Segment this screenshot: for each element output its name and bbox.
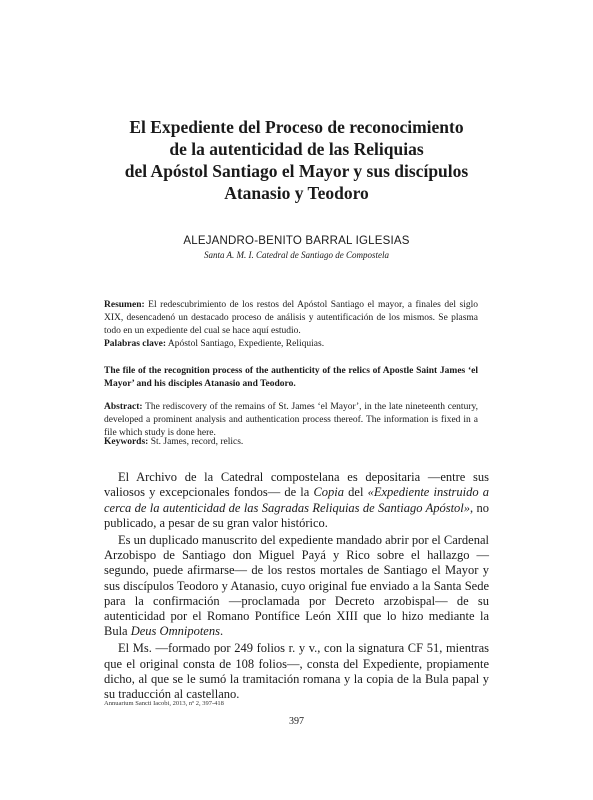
text-run: Es un duplicado manuscrito del expediente mandado abrir por el Cardenal Arzobispo de Santiago don Miguel Payá y Rico sobre el hallazgo —segundo, puede afirmarse— de los restos mortales de Santiago el Mayor y sus discípulos Teodoro y Atanasio, cuyo original fue enviado a la Santa Sede para la confirmación —proclamada por Decreto arzobispal— de su autenticidad por el Romano Pontífice León XIII que lo hizo mediante la Bula — [104, 532, 489, 639]
english-title: The file of the recognition process of the authenticity of the relics of Apostle Saint James ‘el Mayor’ and his disciples Atanasio and Teodoro. — [104, 366, 478, 389]
abstract-label: Resumen: — [104, 300, 145, 310]
abstract-text: The rediscovery of the remains of St. James ‘el Mayor’, in the late nineteenth century, developed a prominent analysis and authentication process thereof. The information is fixed in a file which study is done here. — [104, 402, 478, 438]
journal-citation: Annuarium Sancti Iacobi, 2013, nº 2, 397-418 — [104, 700, 224, 707]
text-run: del — [344, 485, 368, 500]
keywords-spanish — [104, 338, 478, 351]
italic-run: Copia — [313, 485, 345, 500]
text-run: , no publicado, a pesar de su gran valor histórico. — [104, 500, 489, 530]
keywords-text: Apóstol Santiago, Expediente, Reliquias. — [166, 339, 325, 349]
article-title — [90, 116, 503, 204]
title-line: Atanasio y Teodoro — [224, 183, 369, 203]
title-line: de la autenticidad de las Reliquias — [169, 139, 424, 159]
abstract-spanish — [104, 299, 478, 338]
title-line: El Expediente del Proceso de reconocimiento — [129, 117, 464, 137]
text-run: El Archivo de la Catedral compostelana es depositaria —entre sus valiosos y excepcionales fondos— de la — [104, 470, 489, 500]
title-line: del Apóstol Santiago el Mayor y sus discípulos — [124, 161, 469, 181]
abstract-english — [104, 401, 478, 440]
body-paragraph — [104, 470, 489, 531]
keywords-label: Palabras clave: — [104, 339, 167, 349]
body-paragraph: El Ms. —formado por 249 folios r. y v., con la signatura CF 51, mientras que el original consta de 108 folios—, consta del Expediente, propiamente dicho, al que se le sumó la tramitación romana y la copia de la Bula papal y su traducción al castellano. — [104, 641, 489, 702]
body-paragraph — [104, 533, 489, 640]
author-name: ALEJANDRO-BENITO BARRAL IGLESIAS — [183, 235, 410, 247]
abstract-text: El redescubrimiento de los restos del Apóstol Santiago el mayor, a finales del siglo XIX, desencadenó un destacado proceso de análisis y autentificación de los mismos. Se plasma todo en un expediente del cual se hace aquí estudio. — [104, 300, 478, 336]
article-body — [104, 470, 489, 704]
italic-run: Deus Omnipotens — [130, 624, 220, 639]
keywords-text: St. James, record, relics. — [148, 437, 244, 447]
italic-run: «Expediente instruido a cerca de la autenticidad de las Sagradas Reliquias de Santiago Apóstol» — [104, 485, 490, 515]
author-affiliation: Santa A. M. I. Catedral de Santiago de Compostela — [203, 250, 390, 260]
abstract-label: Abstract: — [104, 402, 143, 412]
page-number: 397 — [289, 716, 304, 727]
keywords-label: Keywords: — [104, 437, 149, 447]
text-run: . — [219, 624, 224, 639]
keywords-english — [104, 436, 478, 449]
